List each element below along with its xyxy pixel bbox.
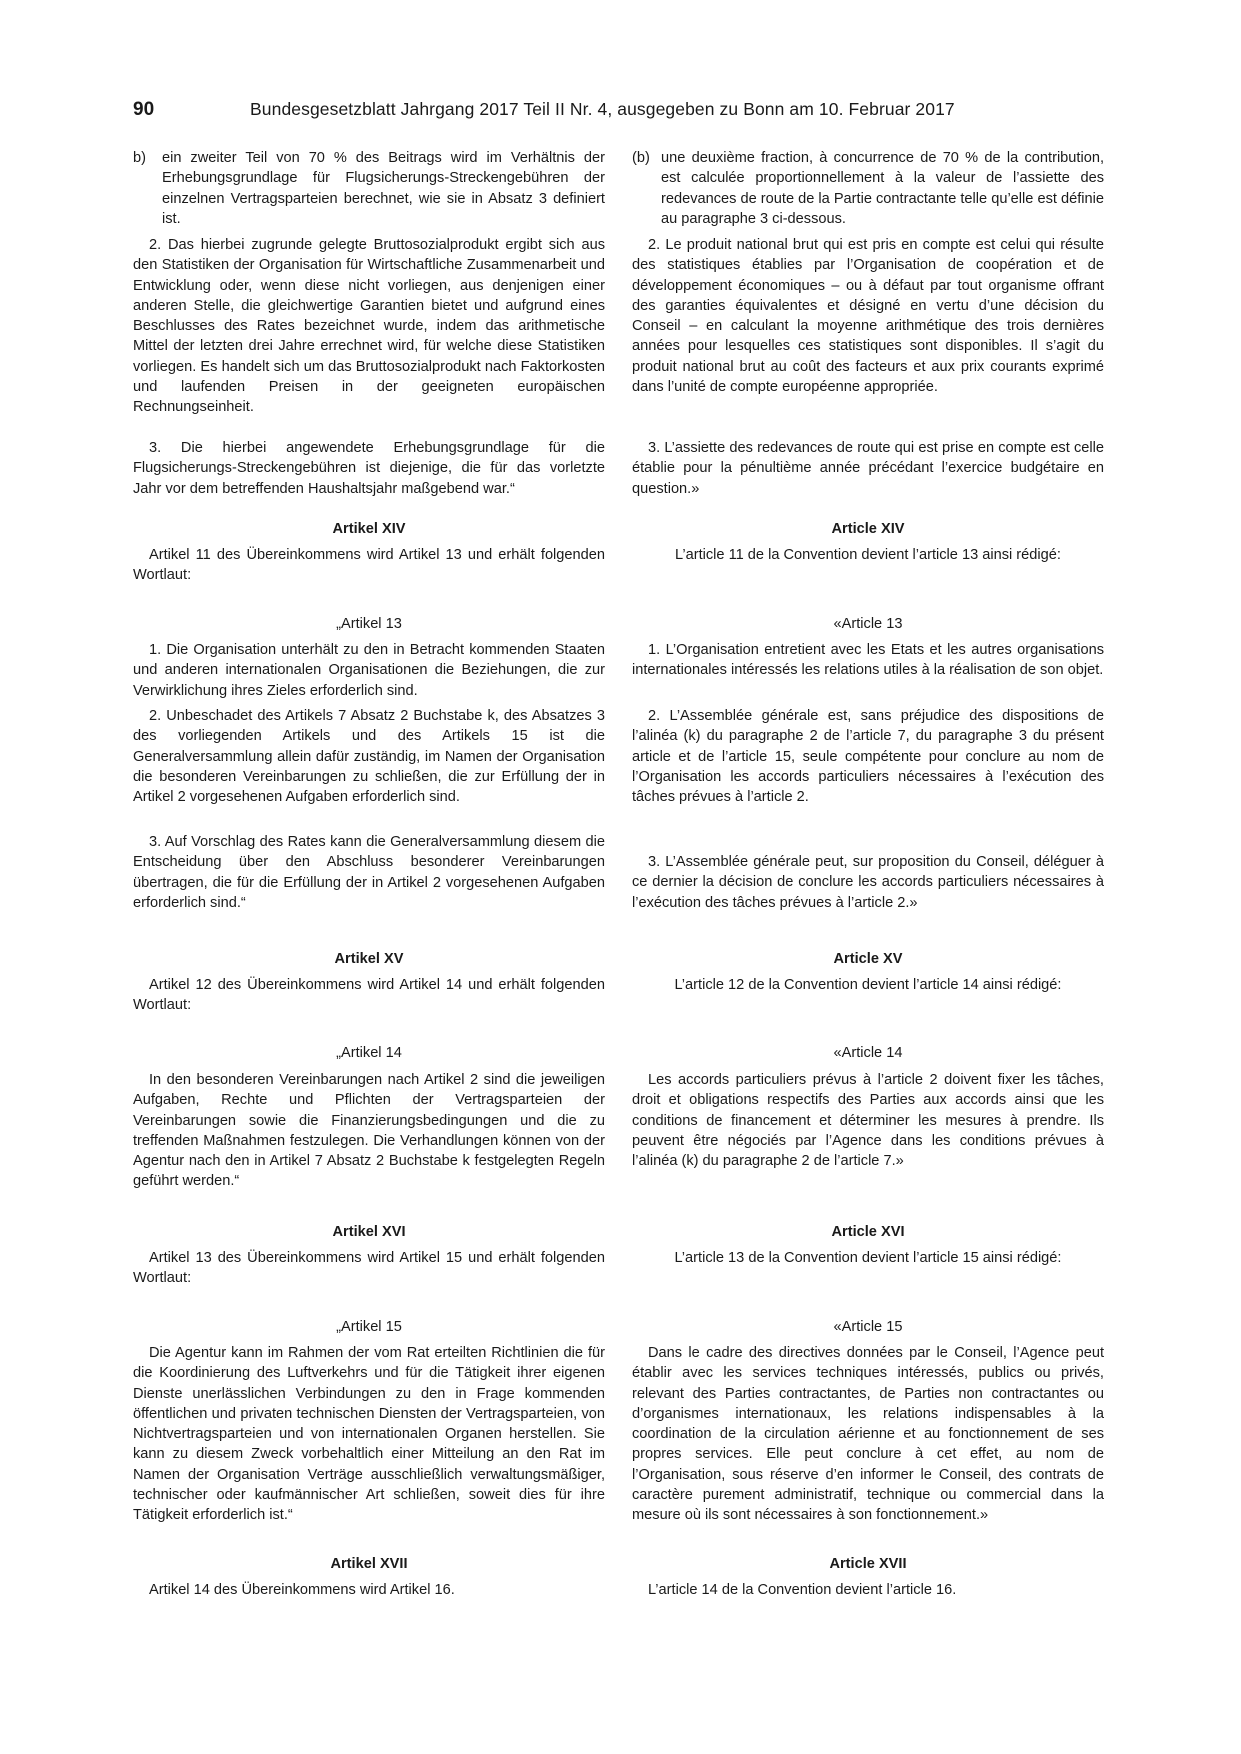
fr-item-b [632,148,1104,229]
de-art-xiv-intro: Artikel 11 des Übereinkommens wird Artikel 13 und erhält folgenden Wortlaut: [133,547,605,584]
de-paragraph-2: 2. Das hierbei zugrunde gelegte Bruttosozialprodukt ergibt sich aus den Statistiken der Organisation für Wirtschaftliche Zusammenarbeit und Entwicklung oder, wenn diese nicht vorliegen, aus denjenigen einer anderen Stelle, die gleichwertige Garantien bietet und aufgrund eines Beschlusses des Rates bezeichnet wurde, indem das arithmetische Mittel der letzten drei Jahre errechnet wird, für welche diese Statistiken vorliegen. Es handelt sich um das Bruttosozialprodukt nach Faktorkosten und laufenden Preisen in der geeigneten europäischen Rechnungseinheit. [133,237,605,416]
de-art-14-heading: „Artikel 14 [336,1045,402,1061]
fr-art-xvi-intro: L’article 13 de la Convention devient l’article 15 ainsi rédigé: [674,1250,1062,1266]
fr-art-xvii-heading: Article XVII [829,1556,907,1572]
fr-art-14-heading: «Article 14 [833,1045,903,1061]
de-art-xvi-heading: Artikel XVI [332,1224,406,1240]
running-title: Bundesgesetzblatt Jahrgang 2017 Teil II Nr. 4, ausgegeben zu Bonn am 10. Februar 2017 [250,99,955,119]
de-art-xiv-heading: Artikel XIV [332,521,406,537]
de-art-14-p: In den besonderen Vereinbarungen nach Artikel 2 sind die jeweiligen Aufgaben, Rechte und Pflichten der Vertragsparteien der Vereinbarungen sowie die Finanzierungsbedingungen und die zu treffenden Maßnahmen festzulegen. Die Verhandlungen können von der Agentur nach den in Artikel 7 Absatz 2 Buchstabe k festgelegten Regeln geführt werden.“ [133,1072,605,1190]
fr-paragraph-3: 3. L’assiette des redevances de route qui est prise en compte est celle établie pour la pénultième année précédant l’exercice budgétaire en question.» [632,440,1104,497]
fr-item-b-label: (b) [632,150,650,166]
fr-art-xv-intro: L’article 12 de la Convention devient l’article 14 ainsi rédigé: [674,977,1062,993]
fr-item-b-text: une deuxième fraction, à concurrence de 70 % de la contribution, est calculée proportionnellement à la valeur de l’assiette des redevances de route de la Partie contractante telle qu’elle est définie au paragraphe 3 ci-dessous. [661,150,1104,227]
de-art-xvii-heading: Artikel XVII [330,1556,408,1572]
de-art-13-p3: 3. Auf Vorschlag des Rates kann die Generalversammlung diesem die Entscheidung über den Abschluss besonderer Vereinbarungen übertragen, die für die Erfüllung der in Artikel 2 vorgesehenen Aufgaben erforderlich sind.“ [133,834,605,911]
de-art-xv-intro: Artikel 12 des Übereinkommens wird Artikel 14 und erhält folgenden Wortlaut: [133,977,605,1014]
fr-art-xvi-heading: Article XVI [831,1224,905,1240]
fr-art-15-p: Dans le cadre des directives données par le Conseil, l’Agence peut établir avec les services techniques intéressés, publics ou privés, relevant des Parties contractantes, de Parties non contractantes ou d’organismes internationaux, les relations indispensables à la coordination de la circulation aérienne et au fonctionnement de ses propres services. Elle peut conclure à cet effet, au nom de l’Organisation, sous réserve d’en informer le Conseil, des contrats de caractère purement administratif, technique ou commercial dans la mesure où ils sont nécessaires à son fonctionnement.» [632,1345,1104,1524]
fr-art-xiv-heading: Article XIV [831,521,905,537]
de-art-13-p2: 2. Unbeschadet des Artikels 7 Absatz 2 Buchstabe k, des Absatzes 3 des vorliegenden Artikels und des Artikels 15 ist die Generalversammlung allein dafür zuständig, im Namen der Organisation die besonderen Vereinbarungen zu schließen, die zur Erfüllung der in Artikel 2 vorgesehenen Aufgaben erforderlich sind. [133,708,605,806]
fr-art-13-p3: 3. L’Assemblée générale peut, sur proposition du Conseil, déléguer à ce dernier la décision de conclure les accords particuliers nécessaires à l’exécution des tâches prévues à l’article 2.» [632,854,1104,911]
fr-art-14-p: Les accords particuliers prévus à l’article 2 doivent fixer les tâches, droit et obligations respectifs des Parties aux accords ainsi que les conditions de financement et déterminer les mesures à prendre. Ils peuvent être négociés par l’Agence dans les conditions prévues à l’alinéa (k) du paragraphe 2 de l’article 7.» [632,1072,1104,1170]
fr-art-xiv-intro: L’article 11 de la Convention devient l’article 13 ainsi rédigé: [675,547,1061,563]
de-art-xv-heading: Artikel XV [334,951,404,967]
page-number: 90 [133,99,155,120]
fr-art-13-p2: 2. L’Assemblée générale est, sans préjudice des dispositions de l’alinéa (k) du paragraphe 2 de l’article 7, du paragraphe 3 du présent article et de l’article 15, seule compétente pour conclure au nom de l’Organisation les accords particuliers nécessaires à l’exécution des tâches prévues à l’article 2. [632,708,1104,806]
fr-art-xv-heading: Article XV [833,951,903,967]
de-item-b-label: b) [133,150,146,166]
fr-art-xvii-text: L’article 14 de la Convention devient l’article 16. [648,1582,957,1598]
de-art-13-heading: „Artikel 13 [336,616,402,632]
de-paragraph-3: 3. Die hierbei angewendete Erhebungsgrundlage für die Flugsicherungs-Streckengebühren ist diejenige, die für das vorletzte Jahr vor dem betreffenden Haushaltsjahr maßgebend war.“ [133,440,605,497]
de-art-15-heading: „Artikel 15 [336,1319,402,1335]
fr-art-13-heading: «Article 13 [833,616,903,632]
de-art-13-p1: 1. Die Organisation unterhält zu den in Betracht kommenden Staaten und anderen internationalen Organisationen die Beziehungen, die zur Verwirklichung ihres Zieles erforderlich sind. [133,642,605,699]
fr-art-13-p1: 1. L’Organisation entretient avec les Etats et les autres organisations internationales intéressés les relations utiles à la réalisation de son objet. [632,642,1104,679]
de-art-15-p: Die Agentur kann im Rahmen der vom Rat erteilten Richtlinien die für die Koordinierung des Luftverkehrs und für die Tätigkeit ihrer eigenen Dienste unerlässlichen Verbindungen zu den in Frage kommenden öffentlichen und privaten technischen Diensten der Vertragsparteien, von Nichtvertragsparteien und von internationalen Organen herstellen. Sie kann zu diesem Zweck vorbehaltlich einer Mitteilung an den Rat im Namen der Organisation Verträge ausschließlich verwaltungsmäßiger, technischer oder kaufmännischer Art schließen, soweit dies für ihre Tätigkeit erforderlich ist.“ [133,1345,605,1524]
de-item-b-text: ein zweiter Teil von 70 % des Beitrags wird im Verhältnis der Erhebungsgrundlage für Flugsicherungs-Streckengebühren der einzelnen Vertragsparteien berechnet, wie sie in Absatz 3 definiert ist. [162,150,605,227]
de-art-xvi-intro: Artikel 13 des Übereinkommens wird Artikel 15 und erhält folgenden Wortlaut: [133,1250,605,1287]
de-item-b [133,148,605,229]
fr-art-15-heading: «Article 15 [833,1319,903,1335]
fr-paragraph-2: 2. Le produit national brut qui est pris en compte est celui qui résulte des statistiques établies par l’Organisation de coopération et de développement économiques – ou à défaut par tout organisme offrant des garanties équivalentes et désigné en vertu d’une décision du Conseil – en calculant la moyenne arithmétique des trois dernières années pour lesquelles ces statistiques sont disponibles. Il s’agit du produit national brut au coût des facteurs et aux prix courants exprimé dans l’unité de compte européenne appropriée. [632,237,1104,396]
de-art-xvii-text: Artikel 14 des Übereinkommens wird Artikel 16. [149,1582,455,1598]
